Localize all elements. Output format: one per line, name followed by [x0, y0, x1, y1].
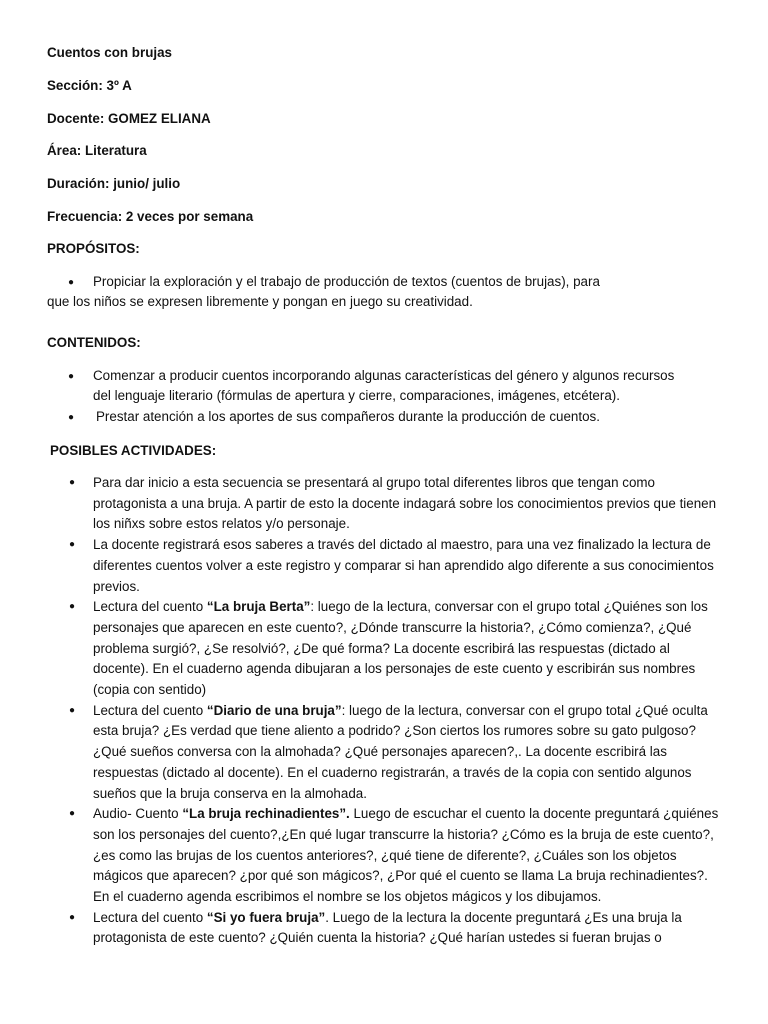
docente-line: Docente: GOMEZ ELIANA	[47, 111, 211, 126]
bullet-icon: ●	[68, 371, 75, 382]
list-item	[47, 908, 725, 949]
bullet-icon: ●	[69, 808, 76, 820]
actividad-2-text: La docente registrará esos saberes a través del dictado al maestro, para una vez finalizado la lectura de diferentes cuentos volver a este registro y comparar si han aprendido algo diferente a sus conocimientos previos.	[93, 537, 714, 594]
document-title: Cuentos con brujas	[47, 45, 172, 60]
bullet-icon: ●	[69, 539, 76, 551]
bullet-icon: ●	[69, 601, 76, 613]
propositos-line-1: Propiciar la exploración y el trabajo de producción de textos (cuentos de brujas), para	[93, 274, 600, 289]
seccion-line: Sección: 3º A	[47, 78, 132, 93]
contenidos-item-2: Prestar atención a los aportes de sus compañeros durante la producción de cuentos.	[96, 409, 600, 424]
bullet-icon: ●	[69, 704, 76, 716]
contenidos-item-1-line-2: del lenguaje literario (fórmulas de apertura y cierre, comparaciones, imágenes, etcétera).	[93, 388, 620, 403]
bullet-icon: ●	[69, 477, 76, 488]
contenidos-heading: CONTENIDOS:	[47, 335, 141, 350]
list-item	[47, 597, 725, 701]
actividad-4-title: “Diario de una bruja”	[206, 702, 342, 718]
actividad-3-text: : luego de la lectura, conversar con el grupo total ¿Quiénes son los personajes que aparecen en este cuento?, ¿Dónde transcurre la historia?, ¿Cómo comienza?, ¿Qué problema surgió?, ¿Se resolvió?, ¿De qué forma? La docente escribirá las respuestas (dictado al docente). En el cuaderno agenda dibujaran a los personajes de este cuento y escribirán sus nombres (copia con sentido)	[93, 599, 708, 698]
duracion-line: Duración: junio/ julio	[47, 176, 181, 191]
actividad-6-title: “Si yo fuera bruja”	[206, 909, 326, 925]
actividad-4-intro: Lectura del cuento	[93, 702, 207, 718]
frecuencia-line: Frecuencia: 2 veces por semana	[47, 209, 254, 224]
actividades-list	[47, 473, 725, 949]
contenidos-item-1-line-1: Comenzar a producir cuentos incorporando algunas características del género y algunos recursos	[93, 368, 675, 383]
actividad-5-title: “La bruja rechinadientes”.	[182, 806, 350, 822]
actividad-3-title: “La bruja Berta”	[206, 599, 311, 615]
actividad-5-text: Luego de escuchar el cuento la docente preguntará ¿quiénes son los personajes del cuento?,¿En qué lugar transcurre la historia? ¿Cómo es la bruja de este cuento?, ¿es como las brujas de los cuentos anteriores?, ¿qué tiene de diferente?, ¿Cuáles son los objetos mágicos que aparecen? ¿por qué son mágicos?, ¿Por qué el cuento se llama La bruja rechinadientes?. En el cuaderno agenda escribimos el nombre se los objetos mágicos y los dibujamos.	[93, 806, 719, 905]
actividad-3-intro: Lectura del cuento	[93, 599, 207, 615]
list-item	[47, 804, 725, 908]
area-line: Área: Literatura	[47, 143, 147, 158]
actividad-4-text: : luego de la lectura, conversar con el grupo total ¿Qué oculta esta bruja? ¿Es verdad que tiene aliento a podrido? ¿Son ciertos los rumores sobre su gato pulgoso? ¿Qué sueños conversa con la almohada? ¿Qué personajes aparecen?,. La docente escribirá las respuestas (dictado al docente). En el cuaderno registrarán, a través de la copia con sentido algunos sueños que la bruja conserva en la almohada.	[93, 702, 708, 801]
list-item	[47, 473, 725, 535]
actividades-heading: POSIBLES ACTIVIDADES:	[50, 443, 217, 458]
bullet-icon: ●	[68, 277, 75, 288]
actividad-5-intro: Audio- Cuento	[93, 806, 183, 822]
actividad-1-text: Para dar inicio a esta secuencia se presentará al grupo total diferentes libros que tengan como protagonista a una bruja. A partir de esto la docente indagará sobre los conocimientos previos que tienen los niñxs sobre estos relatos y/o personaje.	[93, 475, 717, 532]
bullet-icon: ●	[68, 412, 75, 423]
list-item	[47, 535, 725, 597]
actividad-6-intro: Lectura del cuento	[93, 909, 207, 925]
propositos-heading: PROPÓSITOS:	[47, 241, 140, 256]
actividad-6-text: . Luego de la lectura la docente preguntará ¿Es una bruja la protagonista de este cuento? ¿Quién cuenta la historia? ¿Qué harían ustedes si fueran brujas o	[93, 909, 682, 946]
bullet-icon: ●	[69, 911, 76, 923]
propositos-line-2: que los niños se expresen libremente y pongan en juego su creatividad.	[47, 294, 473, 309]
list-item	[47, 701, 725, 805]
